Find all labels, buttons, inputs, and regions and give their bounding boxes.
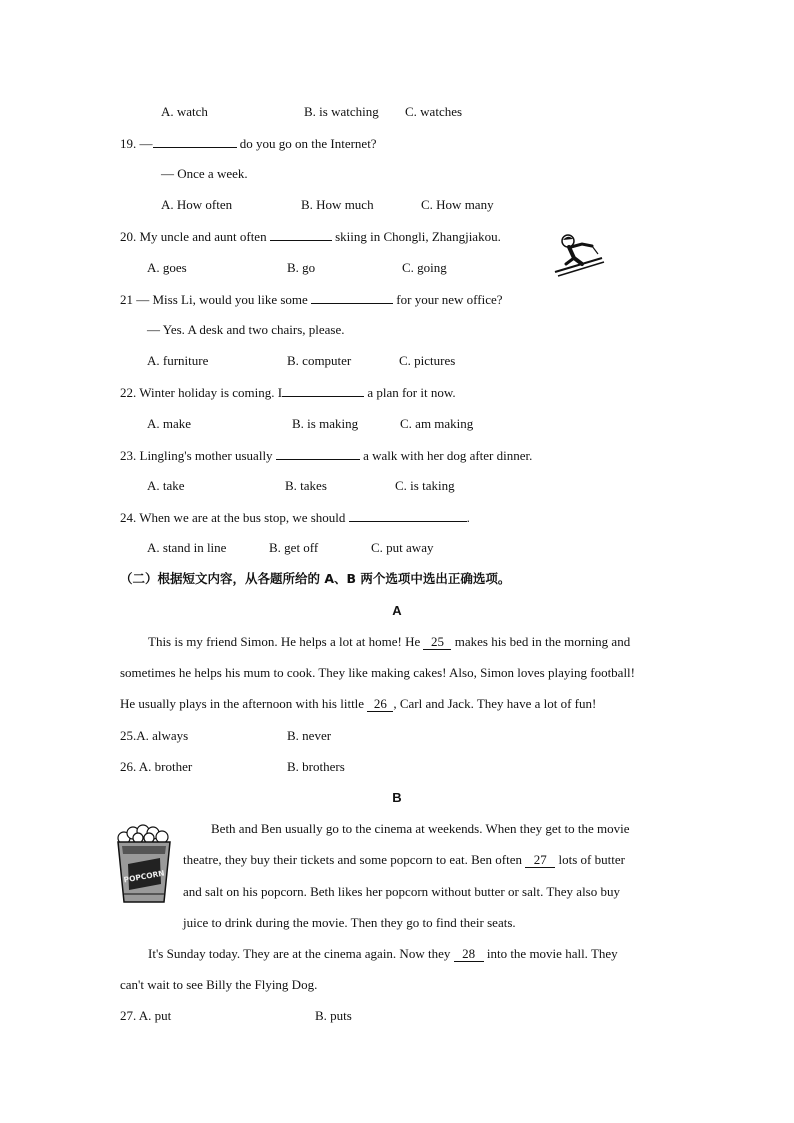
q19-option-c: C. How many [421,197,494,212]
q21-option-c: C. pictures [399,353,456,368]
passage-b-line-1: Beth and Ben usually go to the cinema at weekends. When they get to the movie [211,821,630,836]
q21-stem [120,291,503,308]
q24-post: . [466,510,470,525]
q20-option-b: B. go [287,260,316,275]
q19-option-a: A. How often [161,197,233,212]
passage-a-line-3b: , Carl and Jack. They have a lot of fun! [393,696,597,711]
passage-a-line-1a: This is my friend Simon. He helps a lot at home! He [148,634,421,649]
q18-option-a: A. watch [161,104,208,119]
q22-option-b: B. is making [292,416,359,431]
q24-blank[interactable] [349,509,467,522]
passage-a-line-3 [120,696,596,712]
q21-post: for your new office? [396,292,503,307]
q19-post: do you go on the Internet? [239,136,377,151]
blank-28[interactable]: 28 [454,947,484,962]
q27-option-b: B. puts [315,1008,352,1023]
q23-option-a: A. take [147,478,185,493]
q21-pre: 21 — Miss Li, would you like some [120,292,308,307]
q19-blank[interactable] [153,135,237,148]
passage-b-line-2b: lots of butter [558,852,625,867]
q20-option-a: A. goes [147,260,187,275]
q18-option-c: C. watches [405,104,463,119]
passage-b-line-5a: It's Sunday today. They are at the cinema again. Now they [148,946,451,961]
q22-stem [120,384,456,401]
q23-stem [120,447,532,464]
skier-icon [552,232,606,278]
q22-option-c: C. am making [400,416,474,431]
q22-option-a: A. make [147,416,192,431]
passage-a-line-2: sometimes he helps his mum to cook. They like making cakes! Also, Simon loves playing football! [120,665,635,680]
q24-option-a: A. stand in line [147,540,227,555]
q21-blank[interactable] [311,291,393,304]
q20-stem [120,228,501,245]
passage-b-line-6: can't wait to see Billy the Flying Dog. [120,977,318,992]
passage-a-line-3a: He usually plays in the afternoon with his little [120,696,365,711]
passage-a-line-1b: makes his bed in the morning and [454,634,631,649]
q27-option-a: 27. A. put [120,1008,172,1023]
passage-a-title: A [392,603,402,618]
q21-option-a: A. furniture [147,353,209,368]
q25-option-b: B. never [287,728,332,743]
q22-post: a plan for it now. [367,385,456,400]
passage-b-line-4: juice to drink during the movie. Then they go to find their seats. [183,915,516,930]
q25-option-a: 25.A. always [120,728,189,743]
q19-option-b: B. How much [301,197,374,212]
q19-stem [120,135,377,152]
popcorn-label: POPCORN [122,868,166,885]
passage-b-line-2 [183,852,625,868]
q19-pre: 19. — [120,136,153,151]
passage-b-line-5 [148,946,618,962]
q20-post: skiing in Chongli, Zhangjiakou. [335,229,501,244]
q20-pre: 20. My uncle and aunt often [120,229,267,244]
q18-option-b: B. is watching [304,104,379,119]
passage-b-line-2a: theatre, they buy their tickets and some popcorn to eat. Ben often [183,852,522,867]
q23-blank[interactable] [276,447,360,460]
blank-26[interactable]: 26 [367,697,393,712]
q20-blank[interactable] [270,228,332,241]
q23-post: a walk with her dog after dinner. [363,448,533,463]
q21-option-b: B. computer [287,353,352,368]
passage-b-title: B [392,790,402,805]
q19-answer: — Once a week. [161,166,248,181]
section-heading: （二）根据短文内容，从各题所给的 A、B 两个选项中选出正确选项。 [120,571,511,586]
q23-option-c: C. is taking [395,478,455,493]
blank-27[interactable]: 27 [525,853,555,868]
q22-pre: 22. Winter holiday is coming. I [120,385,283,400]
q24-pre: 24. When we are at the bus stop, we should [120,510,346,525]
blank-25[interactable]: 25 [423,635,451,650]
q24-stem [120,509,470,526]
q21-answer: — Yes. A desk and two chairs, please. [147,322,345,337]
q26-option-b: B. brothers [287,759,345,774]
q23-pre: 23. Lingling's mother usually [120,448,273,463]
popcorn-icon [114,824,174,906]
q24-option-c: C. put away [371,540,434,555]
q20-option-c: C. going [402,260,447,275]
passage-a-line-1 [148,634,630,650]
q22-blank[interactable] [282,384,364,397]
q23-option-b: B. takes [285,478,327,493]
q24-option-b: B. get off [269,540,319,555]
passage-b-line-5b: into the movie hall. They [486,946,618,961]
passage-b-line-3: and salt on his popcorn. Beth likes her popcorn without butter or salt. They also buy [183,884,620,899]
q26-option-a: 26. A. brother [120,759,193,774]
